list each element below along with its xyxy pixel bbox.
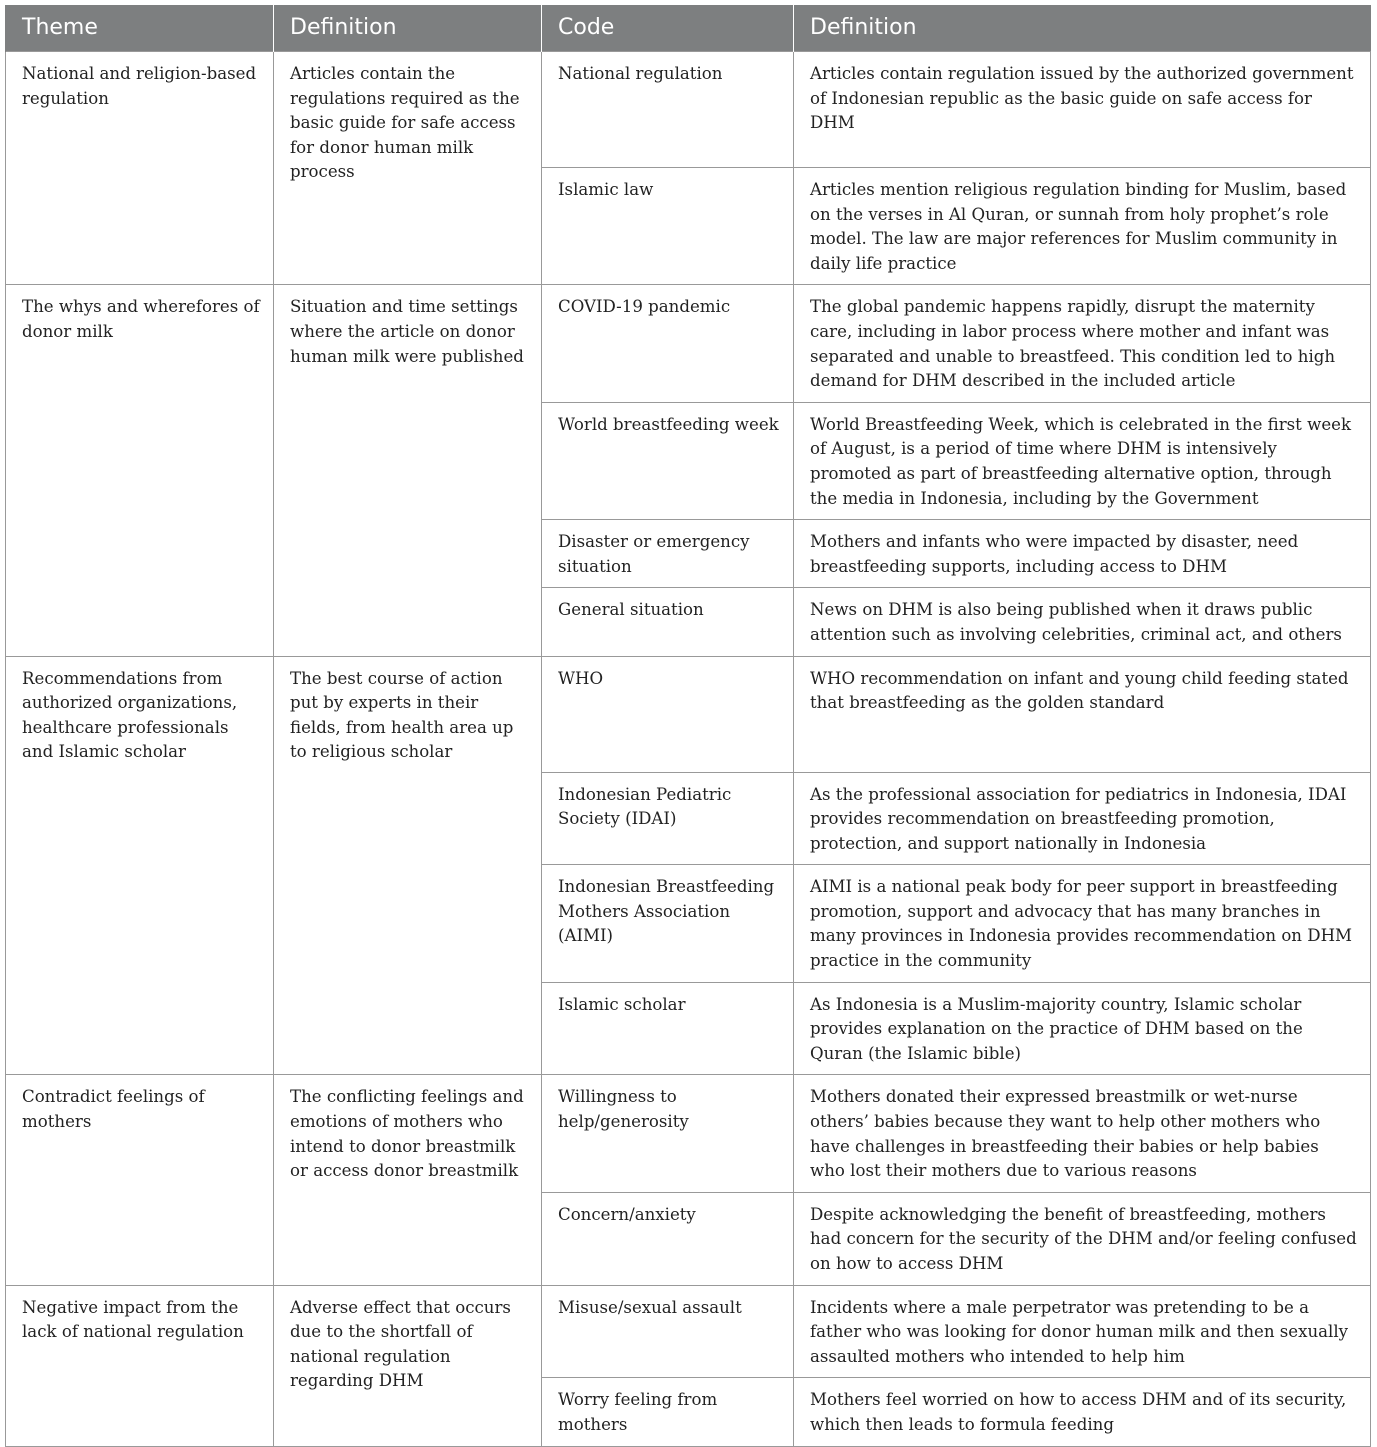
theme-cell: The whys and wherefores of donor milk bbox=[6, 285, 274, 656]
table-row bbox=[6, 1075, 1371, 1192]
code-definition-cell: As the professional association for pediatrics in Indonesia, IDAI provides recommendation on breastfeeding promotion, protection, and support nationally in Indonesia bbox=[794, 772, 1371, 865]
table-row bbox=[6, 656, 1371, 772]
theme-definition-cell: The conflicting feelings and emotions of mothers who intend to donor breastmilk or access donor breastmilk bbox=[274, 1075, 542, 1285]
code-definition-cell: As Indonesia is a Muslim-majority country, Islamic scholar provides explanation on the practice of DHM based on the Quran (the Islamic bible) bbox=[794, 982, 1371, 1075]
table-row bbox=[6, 285, 1371, 402]
code-definition-cell: World Breastfeeding Week, which is celebrated in the first week of August, is a period of time where DHM is intensively promoted as part of breastfeeding alternative option, through the media in Indonesia, including by the Government bbox=[794, 402, 1371, 519]
code-cell: Willingness to help/generosity bbox=[542, 1075, 794, 1192]
theme-definition-cell: Adverse effect that occurs due to the shortfall of national regulation regarding DHM bbox=[274, 1285, 542, 1446]
header-theme: Theme bbox=[6, 5, 274, 52]
table-header bbox=[6, 5, 1371, 52]
code-definition-cell: Articles contain regulation issued by the authorized government of Indonesian republic as the basic guide on safe access for DHM bbox=[794, 52, 1371, 168]
code-definition-cell: Mothers feel worried on how to access DHM and of its security, which then leads to formula feeding bbox=[794, 1378, 1371, 1446]
code-definition-cell: The global pandemic happens rapidly, disrupt the maternity care, including in labor process where mother and infant was separated and unable to breastfeed. This condition led to high demand for DHM described in the included article bbox=[794, 285, 1371, 402]
theme-cell: Recommendations from authorized organizations, healthcare professionals and Islamic scholar bbox=[6, 656, 274, 1075]
code-cell: General situation bbox=[542, 588, 794, 656]
theme-cell: Contradict feelings of mothers bbox=[6, 1075, 274, 1285]
theme-definition-cell: The best course of action put by experts in their fields, from health area up to religious scholar bbox=[274, 656, 542, 1075]
code-cell: Indonesian Pediatric Society (IDAI) bbox=[542, 772, 794, 865]
code-cell: Disaster or emergency situation bbox=[542, 520, 794, 588]
theme-cell: Negative impact from the lack of national regulation bbox=[6, 1285, 274, 1446]
header-theme-definition: Definition bbox=[274, 5, 542, 52]
code-cell: Misuse/sexual assault bbox=[542, 1285, 794, 1378]
header-code: Code bbox=[542, 5, 794, 52]
code-cell: COVID-19 pandemic bbox=[542, 285, 794, 402]
header-code-definition: Definition bbox=[794, 5, 1371, 52]
code-definition-cell: Despite acknowledging the benefit of breastfeeding, mothers had concern for the security of the DHM and/or feeling confused on how to access DHM bbox=[794, 1192, 1371, 1285]
code-cell: Islamic scholar bbox=[542, 982, 794, 1075]
code-cell: Indonesian Breastfeeding Mothers Association (AIMI) bbox=[542, 865, 794, 982]
code-definition-cell: AIMI is a national peak body for peer support in breastfeeding promotion, support and advocacy that has many branches in many provinces in Indonesia provides recommendation on DHM practice in the community bbox=[794, 865, 1371, 982]
code-definition-cell: Mothers donated their expressed breastmilk or wet-nurse others’ babies because they want to help other mothers who have challenges in breastfeeding their babies or help babies who lost their mothers due to various reasons bbox=[794, 1075, 1371, 1192]
code-definition-cell: News on DHM is also being published when it draws public attention such as involving celebrities, criminal act, and others bbox=[794, 588, 1371, 656]
code-cell: Worry feeling from mothers bbox=[542, 1378, 794, 1446]
table-body bbox=[6, 52, 1371, 1447]
code-cell: Concern/anxiety bbox=[542, 1192, 794, 1285]
code-definition-cell: Incidents where a male perpetrator was pretending to be a father who was looking for donor human milk and then sexually assaulted mothers who intended to help him bbox=[794, 1285, 1371, 1378]
theme-cell: National and religion-based regulation bbox=[6, 52, 274, 285]
theme-definition-cell: Articles contain the regulations required as the basic guide for safe access for donor human milk process bbox=[274, 52, 542, 285]
code-definition-cell: WHO recommendation on infant and young child feeding stated that breastfeeding as the golden standard bbox=[794, 656, 1371, 772]
code-cell: Islamic law bbox=[542, 168, 794, 285]
table-row bbox=[6, 52, 1371, 168]
code-cell: WHO bbox=[542, 656, 794, 772]
theme-definition-cell: Situation and time settings where the article on donor human milk were published bbox=[274, 285, 542, 656]
table-row bbox=[6, 1285, 1371, 1378]
code-definition-cell: Mothers and infants who were impacted by disaster, need breastfeeding supports, including access to DHM bbox=[794, 520, 1371, 588]
code-cell: National regulation bbox=[542, 52, 794, 168]
code-cell: World breastfeeding week bbox=[542, 402, 794, 519]
themes-table bbox=[5, 5, 1371, 1447]
code-definition-cell: Articles mention religious regulation binding for Muslim, based on the verses in Al Quran, or sunnah from holy prophet’s role model. The law are major references for Muslim community in daily life practice bbox=[794, 168, 1371, 285]
header-row bbox=[6, 5, 1371, 52]
